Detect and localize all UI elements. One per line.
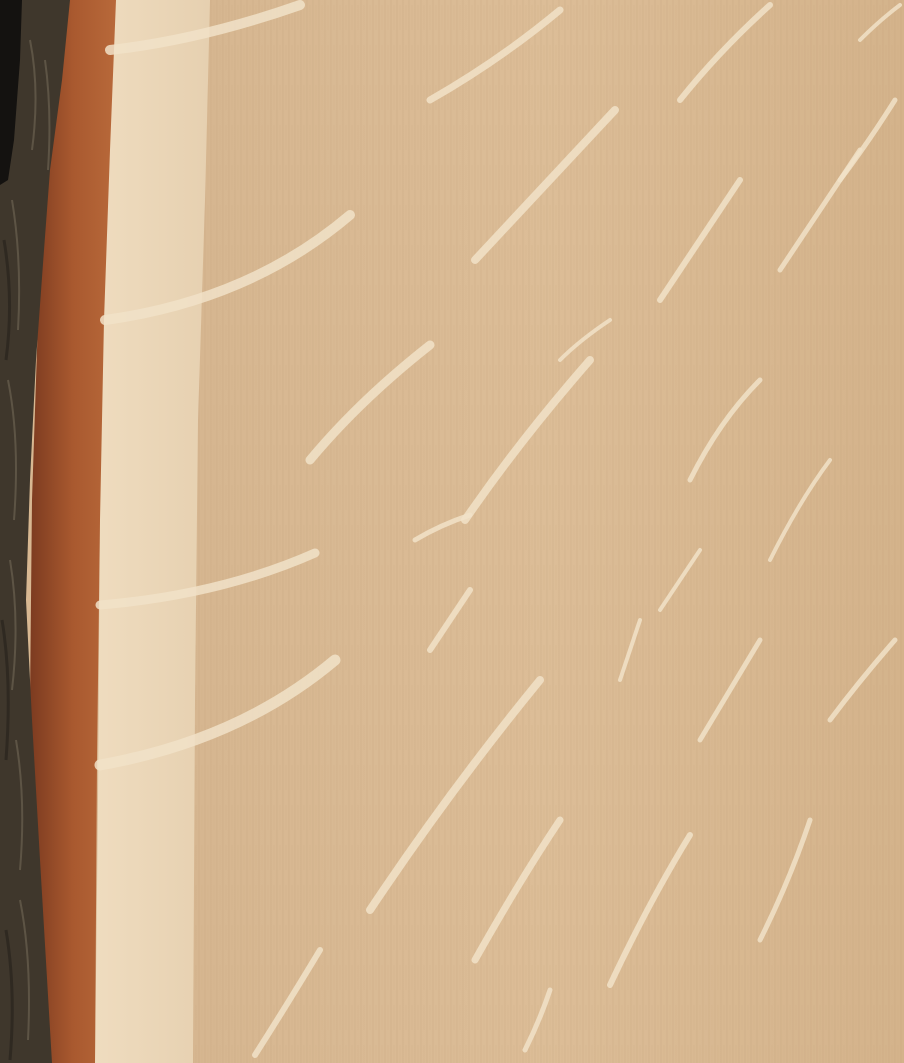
heartwood-grain-texture bbox=[190, 0, 904, 1063]
sapwood-band bbox=[95, 0, 210, 1063]
